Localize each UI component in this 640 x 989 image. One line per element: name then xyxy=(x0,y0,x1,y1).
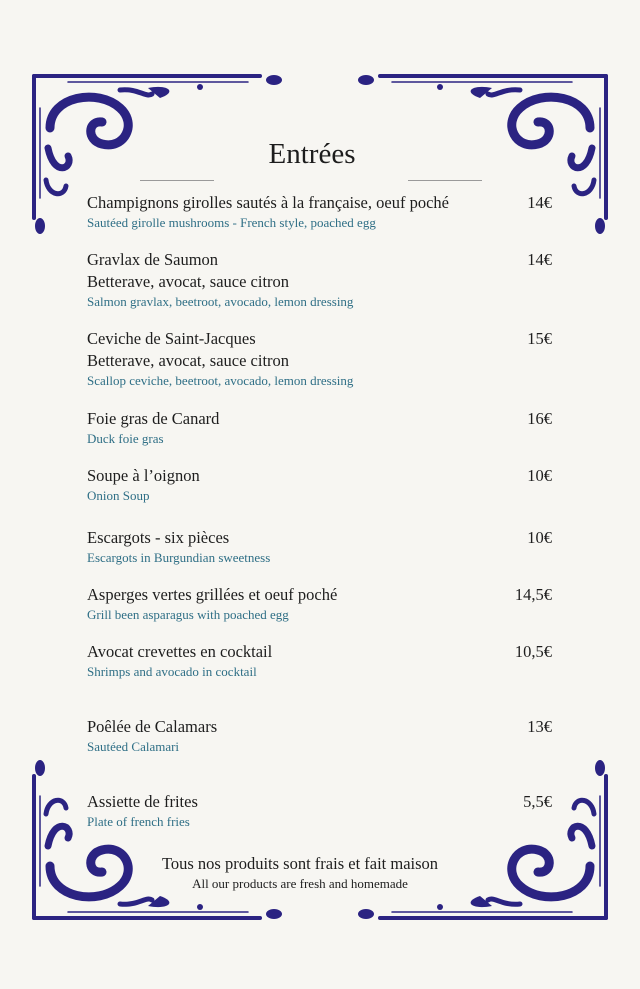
item-name-en: Duck foie gras xyxy=(87,431,164,446)
item-name-en: Scallop ceviche, beetroot, avocado, lemon dressing xyxy=(87,373,354,388)
menu-item xyxy=(87,192,552,232)
item-name-en: Sautéed girolle mushrooms - French style, poached egg xyxy=(87,215,376,230)
item-price: 10€ xyxy=(527,466,552,485)
item-name-en: Shrimps and avocado in cocktail xyxy=(87,664,257,679)
footer-note xyxy=(0,853,600,893)
title-rule-left xyxy=(140,180,214,181)
item-description-fr: Betterave, avocat, sauce citron xyxy=(87,272,290,291)
item-name-fr: Ceviche de Saint-Jacques xyxy=(87,329,256,348)
item-price: 14€ xyxy=(527,250,552,269)
footer-note-en: All our products are fresh and homemade xyxy=(192,876,408,891)
item-price: 15€ xyxy=(527,329,552,348)
menu-item xyxy=(87,584,552,624)
menu-item xyxy=(87,465,552,505)
item-name-fr: Champignons girolles sautés à la française, oeuf poché xyxy=(87,193,449,212)
item-name-en: Salmon gravlax, beetroot, avocado, lemon dressing xyxy=(87,294,354,309)
page-title: Entrées xyxy=(268,138,356,170)
item-price: 14€ xyxy=(527,193,552,212)
menu-item xyxy=(87,408,552,448)
item-price: 5,5€ xyxy=(523,792,552,811)
item-name-en: Sautéed Calamari xyxy=(87,739,180,754)
menu-item xyxy=(87,527,552,567)
item-name-en: Plate of french fries xyxy=(87,814,190,829)
item-name-en: Grill been asparagus with poached egg xyxy=(87,607,289,622)
item-description-fr: Betterave, avocat, sauce citron xyxy=(87,351,290,370)
item-name-fr: Gravlax de Saumon xyxy=(87,250,219,269)
item-name-fr: Avocat crevettes en cocktail xyxy=(87,642,273,661)
menu-item xyxy=(87,328,552,390)
item-price: 14,5€ xyxy=(514,585,552,604)
menu-item xyxy=(87,249,552,311)
menu-item xyxy=(87,641,552,681)
corner-ornament-bottom-right xyxy=(352,756,612,926)
item-name-fr: Poêlée de Calamars xyxy=(87,717,218,736)
menu-item xyxy=(87,716,552,756)
item-price: 13€ xyxy=(527,717,552,736)
item-name-fr: Soupe à l’oignon xyxy=(87,466,200,485)
item-name-fr: Escargots - six pièces xyxy=(87,528,230,547)
item-price: 10,5€ xyxy=(514,642,552,661)
title-rule-right xyxy=(408,180,482,181)
item-name-en: Escargots in Burgundian sweetness xyxy=(87,550,271,565)
item-price: 16€ xyxy=(527,409,552,428)
item-name-fr: Foie gras de Canard xyxy=(87,409,220,428)
menu-item xyxy=(87,791,552,831)
corner-ornament-bottom-left xyxy=(28,756,288,926)
item-price: 10€ xyxy=(527,528,552,547)
item-name-en: Onion Soup xyxy=(87,488,150,503)
item-name-fr: Assiette de frites xyxy=(87,792,198,811)
footer-note-fr: Tous nos produits sont frais et fait maison xyxy=(161,854,439,873)
item-name-fr: Asperges vertes grillées et oeuf poché xyxy=(87,585,338,604)
